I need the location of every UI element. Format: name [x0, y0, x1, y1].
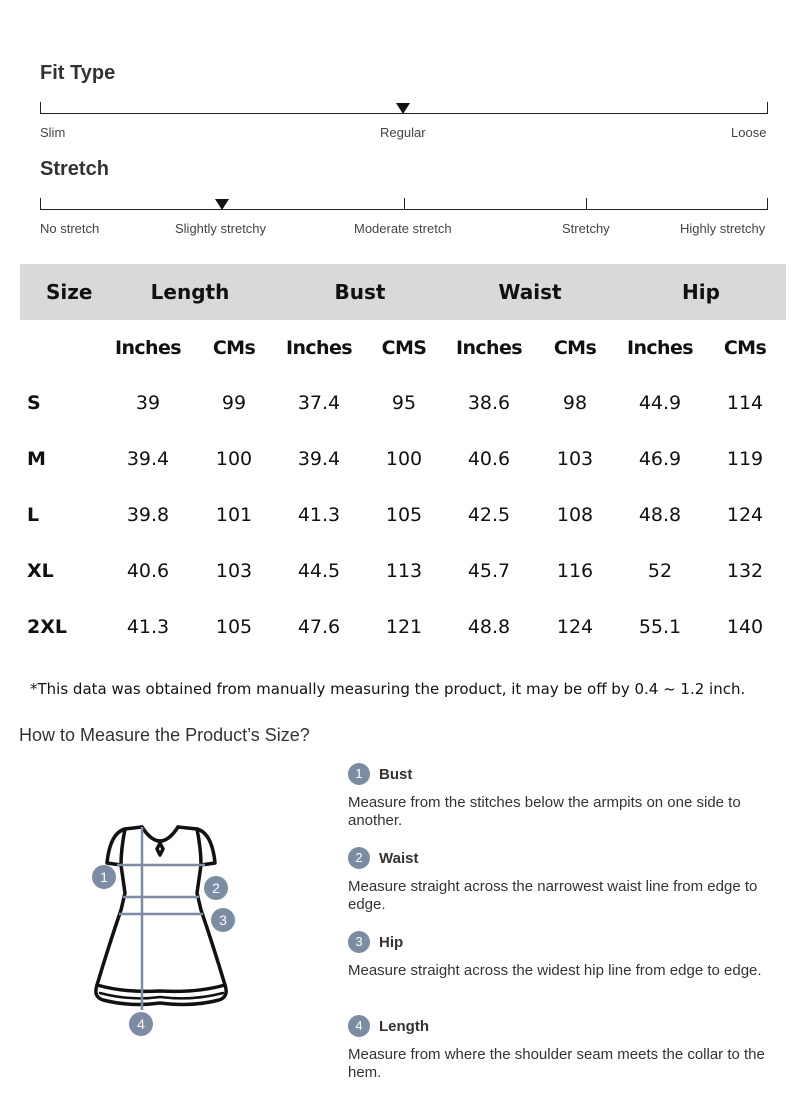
stretch-label-slightly: Slightly stretchy — [175, 221, 267, 236]
table-cell: 99 — [221, 392, 247, 414]
table-cell: 132 — [726, 560, 764, 582]
diagram-label-2: 2 — [212, 880, 220, 896]
stretch-label-none: No stretch — [40, 221, 100, 236]
header-bust: Bust — [334, 280, 386, 304]
table-cell: 119 — [726, 448, 764, 470]
fit-type-title: Fit Type — [40, 62, 116, 84]
step-description: Measure from the stitches below the armpits on one side to another. — [348, 794, 741, 829]
subheader-cell: CMS — [381, 337, 427, 359]
subheader-cell: Inches — [286, 337, 352, 359]
subheader-cell: Inches — [627, 337, 693, 359]
table-cell: 124 — [556, 616, 594, 638]
table-cell: 52 — [647, 560, 673, 582]
step-title: Waist — [379, 850, 419, 867]
table-cell: 39.8 — [126, 504, 170, 526]
step-number-badge: 3 — [348, 931, 370, 953]
table-cell: 140 — [726, 616, 764, 638]
fit-label-regular: Regular — [380, 125, 426, 140]
size-label: L — [27, 504, 40, 526]
step-title: Length — [379, 1018, 429, 1035]
stretch-title: Stretch — [40, 158, 109, 180]
table-cell: 39.4 — [297, 448, 341, 470]
step-number-badge: 2 — [348, 847, 370, 869]
header-length: Length — [150, 280, 230, 304]
measurement-note: *This data was obtained from manually measuring the product, it may be off by 0.4 ~ 1.2 inch. — [30, 680, 746, 698]
dress-neckline — [142, 827, 178, 841]
fit-label-slim: Slim — [40, 125, 66, 140]
table-cell: 41.3 — [297, 504, 341, 526]
step-description: Measure straight across the narrowest waist line from edge to edge. — [348, 878, 758, 913]
stretch-label-highly: Highly stretchy — [680, 221, 766, 236]
table-cell: 103 — [556, 448, 594, 470]
table-cell: 48.8 — [638, 504, 682, 526]
table-cell: 114 — [726, 392, 764, 414]
table-cell: 46.9 — [638, 448, 682, 470]
how-to-measure-title: How to Measure the Product’s Size? — [19, 725, 310, 745]
header-waist: Waist — [498, 280, 562, 304]
subheader-cell: Inches — [115, 337, 181, 359]
step-description: Measure from where the shoulder seam meets the collar to the hem. — [348, 1046, 765, 1081]
step-description: Measure straight across the widest hip line from edge to edge. — [348, 962, 762, 979]
diagram-label-1: 1 — [100, 869, 108, 885]
stretch-label-moderate: Moderate stretch — [354, 221, 452, 236]
subheader-cell: CMs — [212, 337, 256, 359]
table-cell: 101 — [215, 504, 253, 526]
table-cell: 40.6 — [467, 448, 511, 470]
table-cell: 113 — [385, 560, 423, 582]
table-cell: 38.6 — [467, 392, 511, 414]
header-size: Size — [46, 280, 93, 304]
diagram-label-3: 3 — [219, 912, 227, 928]
dress-diagram — [85, 815, 260, 1045]
table-cell: 37.4 — [297, 392, 341, 414]
stretch-label-stretchy: Stretchy — [562, 221, 610, 236]
table-cell: 40.6 — [126, 560, 170, 582]
dress-keyhole — [157, 843, 163, 855]
size-label: S — [27, 392, 41, 414]
table-cell: 44.5 — [297, 560, 341, 582]
table-cell: 100 — [215, 448, 253, 470]
size-label: 2XL — [27, 616, 67, 638]
step-title: Bust — [379, 766, 413, 783]
step-number-badge: 4 — [348, 1015, 370, 1037]
table-cell: 39 — [135, 392, 161, 414]
subheader-cell: CMs — [723, 337, 767, 359]
table-cell: 103 — [215, 560, 253, 582]
header-hip: Hip — [682, 280, 720, 304]
step-number-badge: 1 — [348, 763, 370, 785]
table-cell: 95 — [391, 392, 417, 414]
table-cell: 108 — [556, 504, 594, 526]
fit-label-loose: Loose — [731, 125, 767, 140]
table-cell: 105 — [215, 616, 253, 638]
table-cell: 55.1 — [638, 616, 682, 638]
step-title: Hip — [379, 934, 404, 951]
table-cell: 121 — [385, 616, 423, 638]
table-cell: 116 — [556, 560, 594, 582]
size-label: XL — [27, 560, 54, 582]
table-cell: 44.9 — [638, 392, 682, 414]
table-cell: 47.6 — [297, 616, 341, 638]
table-cell: 41.3 — [126, 616, 170, 638]
size-label: M — [27, 448, 46, 470]
table-cell: 100 — [385, 448, 423, 470]
stretch-marker — [215, 199, 229, 210]
table-cell: 45.7 — [467, 560, 511, 582]
table-cell: 98 — [562, 392, 588, 414]
diagram-label-4: 4 — [137, 1016, 145, 1032]
table-cell: 39.4 — [126, 448, 170, 470]
table-cell: 42.5 — [467, 504, 511, 526]
table-cell: 48.8 — [467, 616, 511, 638]
subheader-cell: CMs — [553, 337, 597, 359]
fit-type-marker — [396, 103, 410, 114]
subheader-cell: Inches — [456, 337, 522, 359]
table-cell: 105 — [385, 504, 423, 526]
table-cell: 124 — [726, 504, 764, 526]
